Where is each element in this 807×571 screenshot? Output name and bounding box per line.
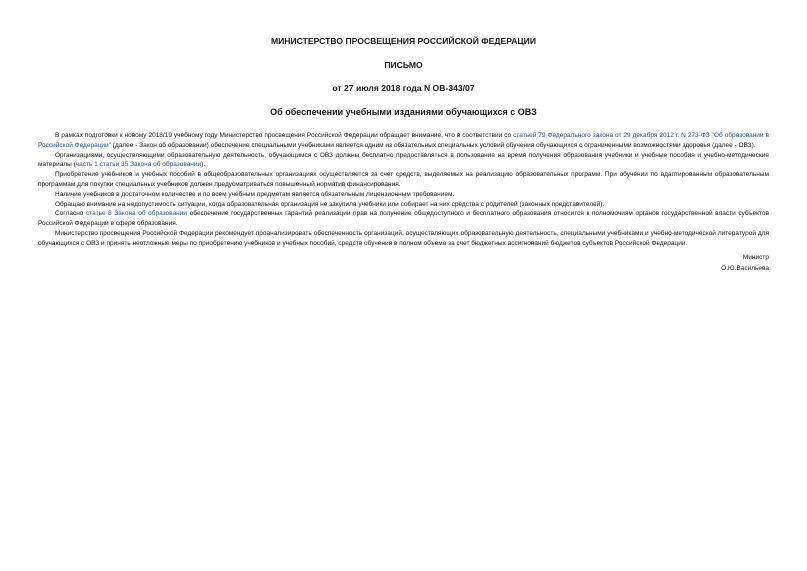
law-link-article-8[interactable]: статье 8 Закона об образовании [85, 210, 188, 218]
document-type: ПИСЬМО [384, 60, 423, 70]
paragraph-7: Министерство просвещения Российской Федерации рекомендует проанализировать обеспеченность организаций, осуществляющих образовательную деятельность, специальными учебниками и учебно-методической литературой для обучающихся с ОВЗ и принять неотложные меры по приобретению учебников и учебных пособий, средств обучения в полном объеме за счет бюджетных ассигнований бюджетов субъектов Российской Федерации. [38, 229, 769, 247]
paragraph-2 [38, 151, 769, 171]
paragraph-text: ). [201, 161, 206, 169]
paragraph-text: обеспечение государственных гарантий реализации прав на получение общедоступного и бесплатного образования относится к полномочиям органов государственной власти субъектов Российской Федерации в сфере образования. [38, 210, 769, 228]
paragraph-text: (далее - Закон об образовании) обеспечение специальными учебниками является одним из обязательных специальных условий обучения обучающихся с ограниченными возможностями здоровья (далее - ОВЗ). [111, 141, 756, 149]
signatory-name: О.Ю.Васильева [721, 264, 769, 272]
signature-block [38, 252, 769, 274]
paragraph-1 [38, 131, 769, 151]
ministry-title: МИНИСТЕРСТВО ПРОСВЕЩЕНИЯ РОССИЙСКОЙ ФЕДЕРАЦИИ [270, 36, 537, 46]
paragraph-text: Организациями, осуществляющими образовательную деятельность, обучающимся с ОВЗ должны бесплатно предоставляться в пользование на время получения образования учебники и учебные пособия и учебно-методические материалы ( [38, 151, 769, 169]
paragraph-6 [38, 209, 769, 229]
paragraph-5: Обращаю внимание на недопустимость ситуации, когда образовательная организация не закупила учебники или собирает на них средства с родителей (законных представителей). [55, 200, 605, 208]
signatory-position: Министр [742, 253, 769, 261]
paragraph-3: Приобретение учебников и учебных пособий в общеобразовательных организациях осуществляется за счет средств, выделяемых на реализацию образовательных программ. При обучении по адаптированным образовательным программам для покупки специальных учебников должен предусматриваться повышенный норматив финансирования. [38, 171, 769, 188]
paragraph-text: Согласно [55, 210, 86, 218]
document-date-number: от 27 июля 2018 года N ОВ-343/07 [332, 83, 475, 93]
document-body [38, 131, 769, 249]
paragraph-text: В рамках подготовки к новому 2018/19 учебному году Министерство просвещения Российской Федерации обращает внимание, что в соответствии со [55, 132, 514, 139]
law-link-article-35[interactable]: часть 1 статьи 35 Закона об образовании [75, 161, 202, 169]
paragraph-4: Наличие учебников в достаточном количестве и по всем учебным предметам является обязательным лицензионным требованием. [55, 190, 455, 198]
law-link-article-79[interactable]: статьей 79 Федерального закона от 29 декабря 2012 г. N 273-ФЗ "Об образовании в Российской Федерации" [38, 132, 769, 149]
document-subject: Об обеспечении учебными изданиями обучающихся с ОВЗ [270, 107, 537, 117]
